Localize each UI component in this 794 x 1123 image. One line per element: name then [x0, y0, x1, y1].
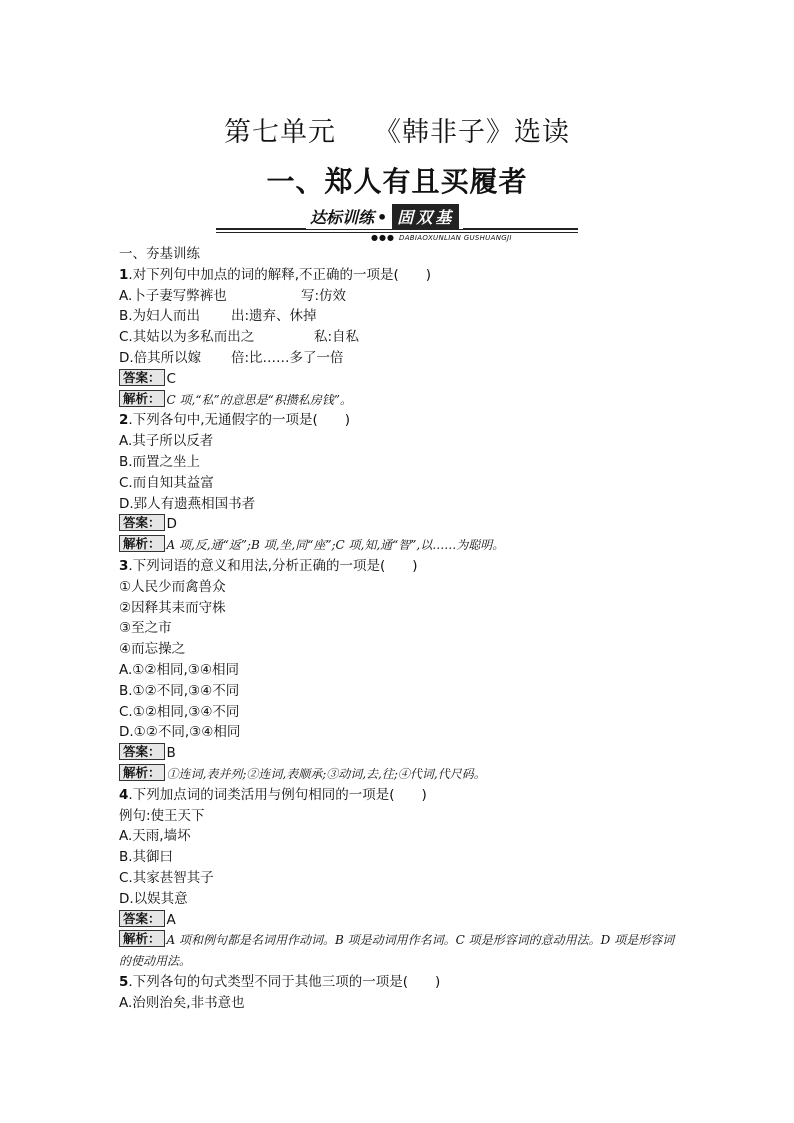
question-3-sentence-2: ②因释其耒而守株	[119, 599, 226, 616]
question-5-option-a: A.治则治矣,非书意也	[119, 994, 245, 1011]
question-5-stem	[119, 972, 679, 993]
answer-value: B	[166, 745, 176, 762]
option-text: B.为妇人而出	[119, 308, 201, 325]
question-4-analysis	[119, 930, 675, 972]
unit-label: 第七单元	[224, 117, 336, 148]
option-text: A.卜子妻写弊裤也	[119, 287, 227, 304]
lesson-title: 一、郑人有且买履者	[266, 165, 528, 198]
question-2-analysis	[119, 535, 679, 556]
question-1-answer	[119, 369, 679, 390]
section-heading: 一、夯基训练	[119, 246, 200, 262]
question-text: .下列加点词的词类活用与例句相同的一项是( )	[128, 786, 427, 803]
answer-tag: 答案：	[119, 514, 165, 531]
option-text: D.倍其所以嫁	[119, 349, 202, 366]
exercise-content	[119, 244, 679, 1013]
answer-value: A	[166, 911, 176, 928]
option-explanation: 写:仿效	[301, 287, 347, 304]
banner-main-text: 达标训练	[310, 208, 375, 227]
question-text: .下列词语的意义和用法,分析正确的一项是( )	[128, 557, 418, 574]
question-1-option-c	[119, 327, 679, 348]
question-number: 3	[119, 557, 129, 574]
analysis-tag: 解析：	[119, 390, 165, 407]
question-2-option-a: A.其子所以反者	[119, 433, 214, 450]
question-4-option-d: D.以娱其意	[119, 890, 188, 907]
answer-tag: 答案：	[119, 910, 165, 927]
banner-dots: ●●●	[371, 233, 395, 242]
question-2-option-b: B.而置之坐上	[119, 453, 201, 470]
section-banner	[216, 202, 578, 242]
question-1-option-d	[119, 348, 679, 369]
question-number: 5	[119, 973, 129, 990]
question-number: 2	[119, 412, 129, 429]
question-1-analysis	[119, 390, 679, 411]
banner-pinyin: DABIAOXUNLIAN GUSHUANGJI	[399, 234, 512, 242]
question-3-option-c: C.①②相同,③④不同	[119, 703, 240, 720]
question-4-stem	[119, 785, 679, 806]
option-explanation: 出:遗弃、休掉	[231, 308, 317, 325]
analysis-tag: 解析：	[119, 930, 165, 947]
question-3-answer	[119, 743, 679, 764]
answer-tag: 答案：	[119, 743, 165, 760]
question-text: .下列各句中,无通假字的一项是( )	[128, 412, 351, 429]
question-4-option-b: B.其御曰	[119, 849, 174, 866]
question-1-option-a	[119, 286, 679, 307]
option-explanation: 倍:比……多了一倍	[231, 349, 344, 366]
question-number: 1	[119, 266, 129, 283]
question-4-example: 例句:使王天下	[119, 807, 205, 824]
question-3-option-d: D.①②不同,③④相同	[119, 724, 241, 741]
analysis-text: A 项,反,通“返”;B 项,坐,同“座”;C 项,知,通“智”,以……为聪明。	[166, 538, 505, 553]
question-3-sentence-4: ④而忘操之	[119, 641, 186, 658]
question-text: .对下列句中加点的词的解释,不正确的一项是( )	[128, 266, 432, 283]
unit-title	[0, 110, 794, 149]
question-2-option-c: C.而自知其益富	[119, 474, 214, 491]
question-3-option-b: B.①②不同,③④不同	[119, 682, 240, 699]
question-4-option-a: A.天雨,墙坏	[119, 828, 191, 845]
question-4-answer	[119, 910, 679, 931]
option-explanation: 私:自私	[314, 329, 360, 346]
banner-rule-thin	[216, 232, 578, 233]
question-2-stem	[119, 410, 679, 431]
analysis-text: ①连词,表并列;②连词,表顺承;③动词,去,往;④代词,代尺码。	[166, 766, 486, 781]
analysis-text: A 项和例句都是名词用作动词。B 项是动词用作名词。C 项是形容词的意动用法。D 项是形容词的使动用法。	[119, 933, 675, 969]
question-4-option-c: C.其家甚智其子	[119, 869, 214, 886]
question-3-sentence-1: ①人民少而禽兽众	[119, 578, 226, 595]
question-3-option-a: A.①②相同,③④相同	[119, 661, 239, 678]
question-2-option-d: D.郢人有遗燕相国书者	[119, 495, 256, 512]
book-title: 《韩非子》选读	[374, 117, 570, 148]
question-text: .下列各句的句式类型不同于其他三项的一项是( )	[128, 973, 441, 990]
analysis-tag: 解析：	[119, 764, 165, 781]
answer-value: D	[166, 516, 177, 533]
analysis-text: C 项,“私”的意思是“积攒私房钱”。	[166, 392, 352, 407]
question-1-stem	[119, 265, 679, 286]
banner-label	[306, 204, 463, 229]
banner-boxed-text: 固双基	[392, 204, 459, 229]
option-text: C.其姑以为多私而出之	[119, 329, 255, 346]
question-3-analysis	[119, 764, 679, 785]
banner-dot: •	[377, 208, 388, 227]
answer-value: C	[166, 370, 176, 387]
question-number: 4	[119, 786, 129, 803]
question-3-sentence-3: ③至之市	[119, 620, 172, 637]
question-1-option-b	[119, 306, 679, 327]
question-2-answer	[119, 514, 679, 535]
analysis-tag: 解析：	[119, 535, 165, 552]
question-3-stem	[119, 556, 679, 577]
answer-tag: 答案：	[119, 369, 165, 386]
